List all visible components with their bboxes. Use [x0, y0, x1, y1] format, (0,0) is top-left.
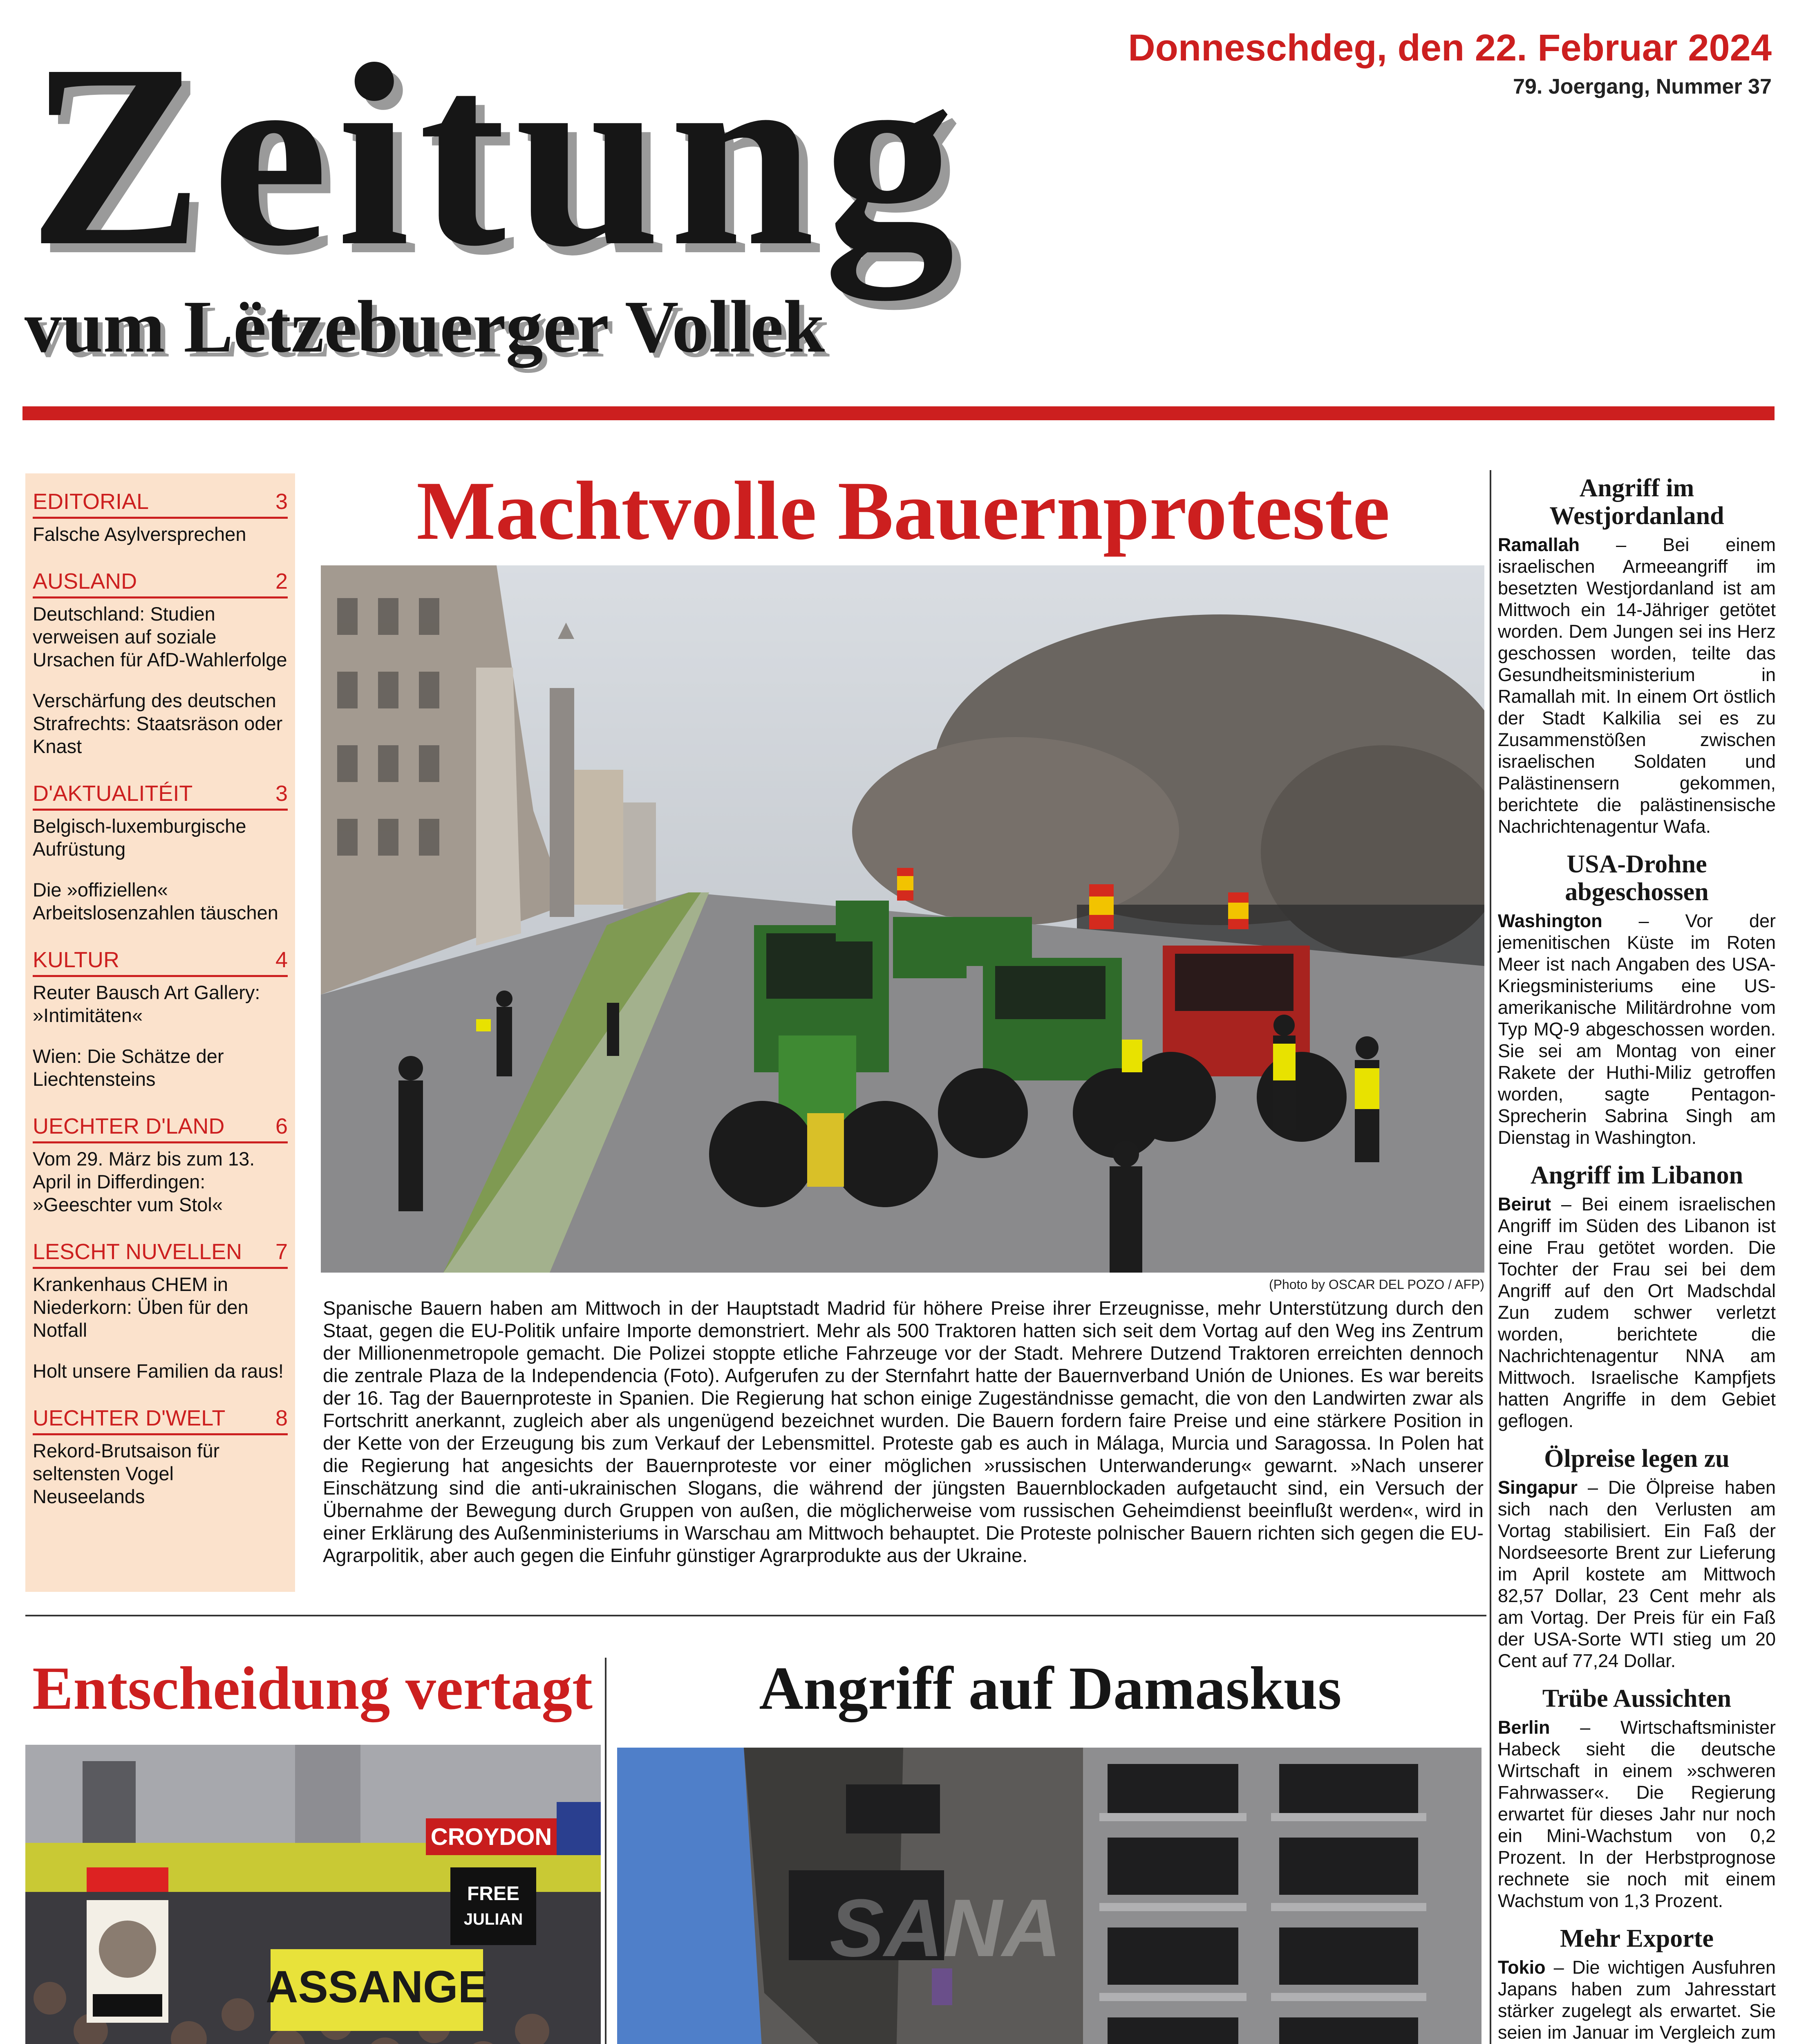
- news-brief: [1498, 1161, 1776, 1432]
- news-brief-text: [1498, 1957, 1776, 2044]
- news-brief-body: – Die wichtigen Ausfuhren Japans haben zum Jahresstart stärker zugelegt als erwartet. Sie seien im Januar im Vergleich zum: [1498, 1957, 1776, 2043]
- index-section-head[interactable]: [33, 1238, 288, 1269]
- damaskus-headline: Angriff auf Damaskus: [759, 1654, 1342, 1722]
- news-brief: [1498, 1925, 1776, 2044]
- news-briefs-column: [1498, 474, 1776, 2044]
- news-brief-place: Berlin: [1498, 1717, 1550, 1738]
- index-section-name: AUSLAND: [33, 569, 137, 594]
- news-brief-title: Ölpreise legen zu: [1544, 1445, 1730, 1472]
- lead-article-text: Spanische Bauern haben am Mittwoch in der Hauptstadt Madrid für höhere Preise ihrer Erzeugnisse, mehr Unterstützung durch den Staat, gegen die EU-Politik unfaire Importe demonstriert. Mehr als 500 Traktoren hatten sich seit dem Vortag auf den Weg ins Zentrum der Millionenmetropole gemacht. Die Polizei stoppte etliche Fahrzeuge vor der Stadt. Mehrere Dutzend Traktoren erreichten dennoch die zentrale Plaza de la Independencia (Foto). Aufgerufen zu der Sternfahrt hatte der Bauernverband Unión de Uniones. Es war bereits der 16. Tag der Bauernproteste in Spanien. Die Regierung hat schon einige Zugeständnisse gemacht, die von den Landwirten zwar als Fortschritt anerkannt, zugleich aber als ungenügend bezeichnet wurden. Die Bauern fordern faire Preise und eine stärkere Position in der Kette von der Erzeugung bis zum Verkauf der Lebensmittel. Proteste gab es auch in Málaga, Murcia und Saragossa. In Polen hat die Regierung hat angesichts der Bauernproteste vor einer möglichen »russischen Unterwanderung« gewarnt. »Nach unserer Einschätzung sind die anti-ukrainischen Slogans, die während der jüngsten Bauernblockaden aufgetaucht sind, ein Versuch der Übernahme der Bewegung durch Gruppen von außen, die möglicherweise vom russischen Geheimdienst beeinflußt werden«, wird in einer Erklärung des Außenministeriums in Warschau am Mittwoch behauptet. Die Proteste polnischer Bauern richten sich gegen die EU-Agrarpolitik, aber auch gegen die Einfuhr günstiger Agrarprodukte aus der Ukraine.: [323, 1297, 1484, 1566]
- index-section: [33, 1238, 288, 1383]
- news-brief-place: Ramallah: [1498, 534, 1580, 555]
- index-section-head[interactable]: [33, 1113, 288, 1143]
- index-section-name: D'AKTUALITÉIT: [33, 781, 193, 806]
- index-section-page: 8: [275, 1406, 288, 1430]
- masthead-title: Zeitung: [29, 11, 964, 300]
- index-item[interactable]: Wien: Die Schätze der Liechtensteins: [33, 1045, 224, 1090]
- news-brief-place: Beirut: [1498, 1194, 1551, 1215]
- index-item[interactable]: Verschärfung des deutschen Strafrechts: Staatsräson oder Knast: [33, 690, 283, 757]
- index-section-name: LESCHT NUVELLEN: [33, 1239, 242, 1264]
- index-section: [33, 1113, 288, 1216]
- news-brief-place: Washington: [1498, 910, 1602, 931]
- index-item[interactable]: Rekord-Brutsaison für seltensten Vogel Neuseelands: [33, 1440, 220, 1507]
- lead-headline: Machtvolle Bauernproteste: [416, 464, 1390, 557]
- assange-sign-text: ASSANGE: [266, 1962, 488, 2012]
- index-item[interactable]: Holt unsere Familien da raus!: [33, 1360, 284, 1382]
- index-section-name: EDITORIAL: [33, 489, 149, 514]
- index-section-page: 4: [275, 948, 288, 972]
- issue-number: 79. Joergang, Nummer 37: [1513, 75, 1772, 99]
- table-of-contents: [25, 473, 295, 1592]
- index-item[interactable]: Krankenhaus CHEM in Niederkorn: Üben für den Notfall: [33, 1273, 248, 1341]
- index-section: [33, 1405, 288, 1508]
- news-brief: [1498, 850, 1776, 1148]
- index-section-head[interactable]: [33, 488, 288, 519]
- news-brief-text: [1498, 910, 1776, 1148]
- news-brief: [1498, 1445, 1776, 1672]
- news-brief-body: – Vor der jemenitischen Küste im Roten Meer ist nach Angaben des USA-Kriegsministeriums eine US-amerikanische Militärdrohne vom Typ MQ-9 abgeschossen worden. Sie sei am Montag von einer Rakete der Huthi-Miliz getroffen worden, sagte Pentagon-Sprecherin Sabrina Singh am Dienstag in Washington.: [1498, 910, 1776, 1148]
- news-brief-title: Angriff im Westjordanland: [1549, 474, 1724, 530]
- news-brief-text: [1498, 1477, 1776, 1672]
- column-divider-middle: [605, 1658, 606, 2044]
- news-brief-place: Tokio: [1498, 1957, 1546, 1978]
- news-brief-title: Trübe Aussichten: [1542, 1685, 1732, 1712]
- assange-headline: Entscheidung vertagt: [32, 1654, 593, 1722]
- masthead-divider: [22, 406, 1775, 420]
- index-item[interactable]: Die »offiziellen« Arbeitslosenzahlen täuschen: [33, 879, 278, 923]
- news-brief: [1498, 1685, 1776, 1912]
- news-brief-title: Mehr Exporte: [1560, 1925, 1714, 1952]
- news-brief-body: – Bei einem israelischen Angriff im Süden des Libanon ist eine Frau getötet worden. Die Tochter der Frau sei bei dem Angriff auf den Ort Madschdal Zun zudem schwer verletzt worden, berichtete die Nachrichtenagentur NNA am Mittwoch. Israelische Kampfjets hatten Angriffe in dem Gebiet geflogen.: [1498, 1194, 1776, 1431]
- lead-photo-caption: (Photo by OSCAR DEL POZO / AFP): [1269, 1277, 1484, 1292]
- index-section: [33, 568, 288, 758]
- index-item[interactable]: Vom 29. März bis zum 13. April in Differdingen: »Geeschter vum Stol«: [33, 1148, 255, 1215]
- index-section-page: 3: [275, 489, 288, 514]
- news-brief: [1498, 474, 1776, 837]
- index-section-head[interactable]: [33, 780, 288, 811]
- index-section-name: UECHTER D'LAND: [33, 1114, 225, 1139]
- news-brief-place: Singapur: [1498, 1477, 1578, 1498]
- index-section-head[interactable]: [33, 568, 288, 598]
- index-section: [33, 488, 288, 546]
- news-brief-text: [1498, 534, 1776, 837]
- damaskus-photo: [617, 1748, 1481, 2044]
- index-section-page: 2: [275, 569, 288, 594]
- index-section: [33, 780, 288, 924]
- section-divider: [25, 1615, 1486, 1616]
- index-item[interactable]: Belgisch-luxemburgische Aufrüstung: [33, 815, 246, 860]
- damaskus-photo-watermark: SANA: [830, 1883, 1061, 1974]
- news-brief-body: – Bei einem israelischen Armeeangriff im besetzten Westjordanland ist am Mittwoch ein 14-Jähriger getötet worden. Dem Jungen sei ins Herz geschossen worden, teilte das Gesundheitsministerium in Ramallah mit. In einem Ort östlich der Stadt Kalkilia sei es zu Zusammenstößen zwischen israelischen Soldaten und Palästinensern gekommen, berichtete die palästinensische Nachrichtenagentur Wafa.: [1498, 534, 1776, 837]
- free-assange-sign-text: FREE: [467, 1883, 520, 1905]
- index-section-page: 7: [275, 1239, 288, 1264]
- news-brief-title: Angriff im Libanon: [1530, 1161, 1743, 1189]
- news-brief-title: USA-Drohne abgeschossen: [1565, 850, 1709, 906]
- index-section-name: UECHTER D'WELT: [33, 1406, 226, 1430]
- news-brief-body: – Die Ölpreise haben sich nach den Verlusten am Vortag stabilisiert. Ein Faß der Nordseesorte Brent zur Lieferung im April kostete am Mittwoch 82,57 Dollar, 23 Cent mehr als am Vortag. Der Preis für ein Faß der USA-Sorte WTI stieg um 20 Cent auf 77,24 Dollar.: [1498, 1477, 1776, 1671]
- index-section: [33, 946, 288, 1091]
- index-section-page: 3: [275, 781, 288, 806]
- index-item[interactable]: Falsche Asylversprechen: [33, 523, 246, 545]
- masthead-subtitle: vum Lëtzebuerger Vollek: [25, 286, 825, 368]
- news-brief-body: – Wirtschaftsminister Habeck sieht die deutsche Wirtschaft in einem »schweren Fahrwasser«. Die Regierung erwartet für dieses Jahr nur noch ein Mini-Wachstum von 0,2 Prozent. In der Herbstprognose rechnete sie noch mit einem Wachstum von 1,3 Prozent.: [1498, 1717, 1776, 1911]
- assange-photo: [25, 1745, 601, 2044]
- news-brief-text: [1498, 1193, 1776, 1432]
- croydon-sign-text: CROYDON: [430, 1824, 552, 1850]
- index-section-name: KULTUR: [33, 948, 120, 972]
- index-section-head[interactable]: [33, 946, 288, 977]
- column-divider-right: [1490, 470, 1491, 2044]
- index-section-page: 6: [275, 1114, 288, 1139]
- news-brief-text: [1498, 1717, 1776, 1912]
- index-item[interactable]: Deutschland: Studien verweisen auf soziale Ursachen für AfD-Wahlerfolge: [33, 603, 287, 670]
- index-section-head[interactable]: [33, 1405, 288, 1435]
- lead-photo: [321, 565, 1484, 1273]
- index-item[interactable]: Reuter Bausch Art Gallery: »Intimitäten«: [33, 982, 260, 1026]
- issue-date: Donneschdeg, den 22. Februar 2024: [1128, 27, 1772, 69]
- svg-text:JULIAN: JULIAN: [463, 1910, 523, 1928]
